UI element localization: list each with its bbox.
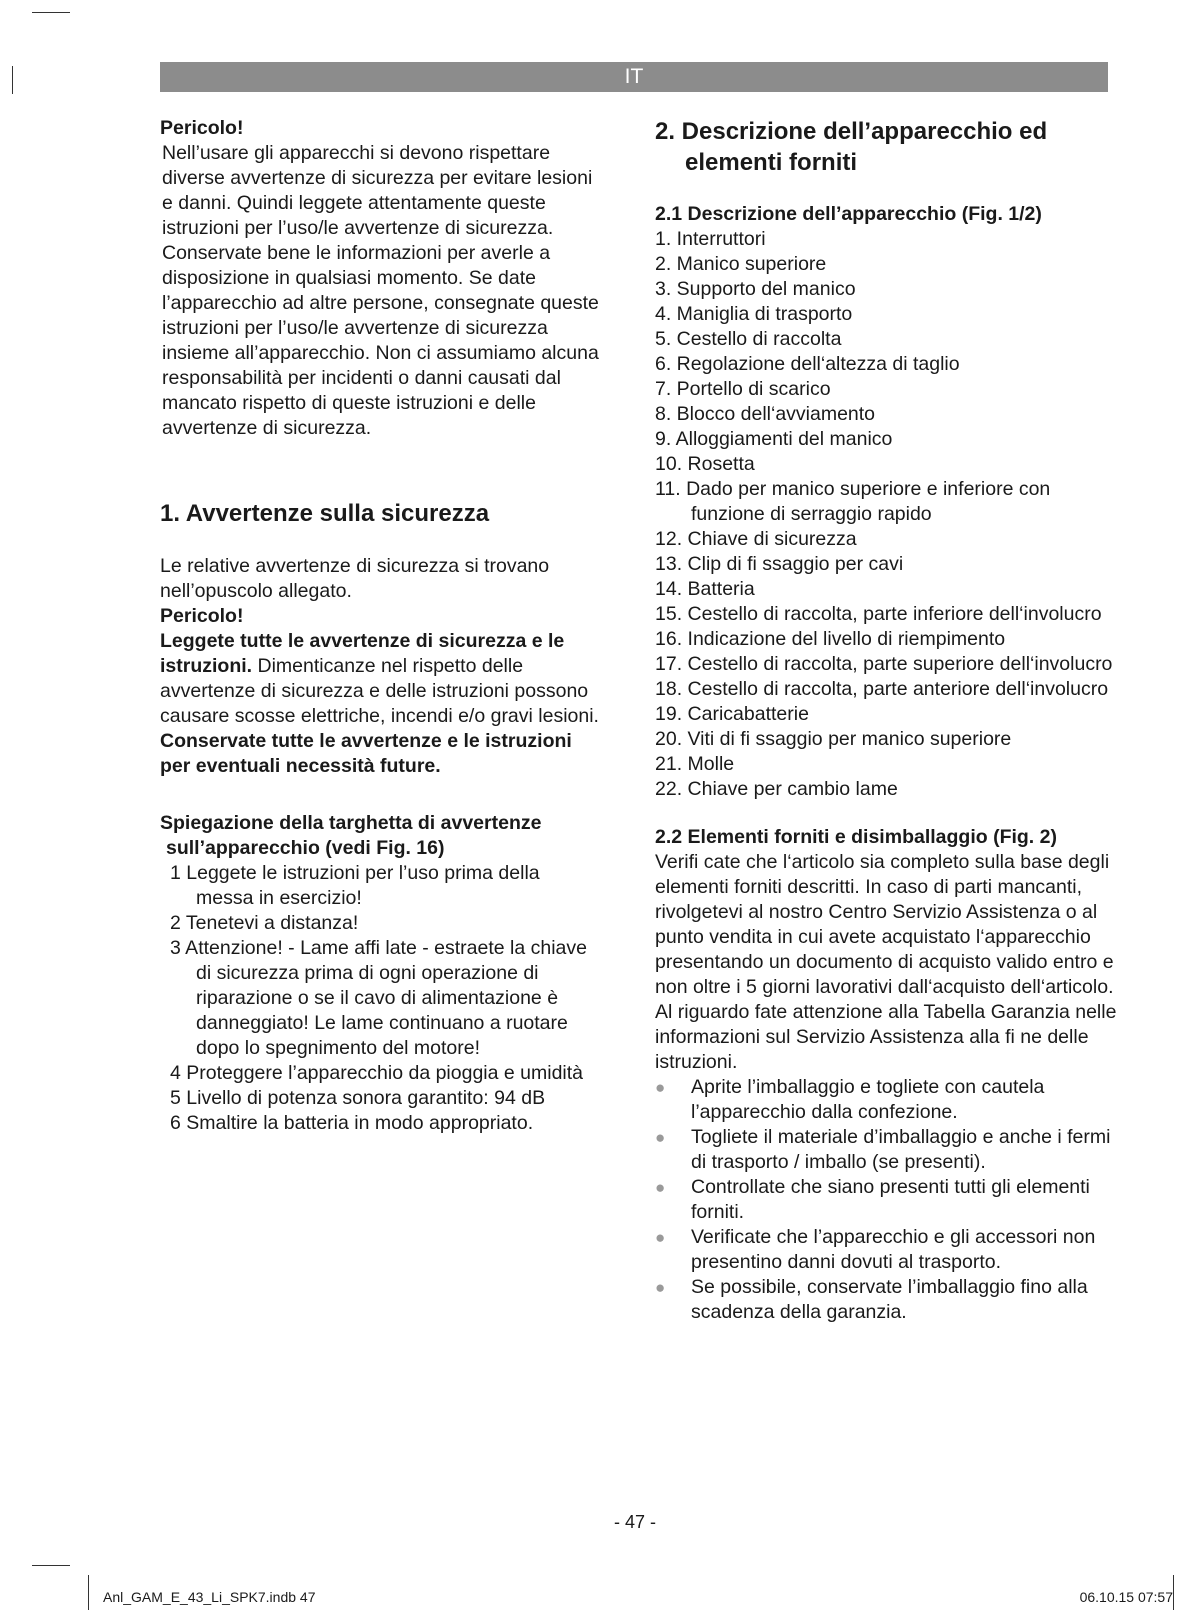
intro-danger-label: Pericolo! (160, 117, 244, 139)
list-item: 13. Clip di fi ssaggio per cavi (655, 553, 904, 575)
list-item: 5 Livello di potenza sonora garantito: 94 dB (170, 1087, 546, 1109)
list-item (655, 1225, 1117, 1275)
section-2-title: 2. Descrizione dell’apparecchio ed elementi forniti (655, 118, 1048, 176)
list-item: 14. Batteria (655, 578, 755, 600)
crop-mark (12, 66, 13, 94)
subsection-2-1-title: 2.1 Descrizione dell’apparecchio (Fig. 1/2) (655, 203, 1042, 225)
section-1-text: Le relative avvertenze di sicurezza si trovano nell’opuscolo allegato. (160, 555, 550, 602)
list-item: 21. Molle (655, 753, 735, 775)
list-item: 1 Leggete le istruzioni per l’uso prima della messa in esercizio! (170, 862, 540, 909)
bullet-text: Se possibile, conservate l’imballaggio fino alla scadenza della garanzia. (691, 1276, 1088, 1323)
footer-file-name: Anl_GAM_E_43_Li_SPK7.indb 47 (103, 1589, 316, 1605)
list-item (655, 1075, 1117, 1125)
language-code: IT (624, 65, 644, 88)
danger-keep-instructions: Conservate tutte le avvertenze e le istruzioni per eventuali necessità future. (160, 730, 572, 777)
list-item: 7. Portello di scarico (655, 378, 831, 400)
language-header-bar (160, 62, 1108, 92)
footer-timestamp: 06.10.15 07:57 (1079, 1589, 1173, 1605)
crop-mark (32, 1565, 70, 1566)
list-item: 5. Cestello di raccolta (655, 328, 842, 350)
bullet-icon: ● (655, 1278, 666, 1297)
list-item: 3 Attenzione! - Lame affi late - estraete la chiave di sicurezza prima di ogni operazione di riparazione o se il cavo di alimentazione è danneggiato! Le lame continuano a ruotare dopo lo spegnimento del motore! (170, 937, 587, 1059)
danger-bold-lead: Leggete tutte le avvertenze di sicurezza e le istruzioni. (160, 630, 565, 677)
list-item: 18. Cestello di raccolta, parte anteriore dell‘involucro (655, 678, 1109, 700)
list-item: 17. Cestello di raccolta, parte superiore dell‘involucro (655, 653, 1113, 675)
list-item: 1. Interruttori (655, 228, 766, 250)
crop-mark (1173, 1575, 1174, 1610)
list-item: 20. Viti di fi ssaggio per manico superiore (655, 728, 1012, 750)
list-item: 12. Chiave di sicurezza (655, 528, 857, 550)
list-item: 10. Rosetta (655, 453, 755, 475)
list-item: 8. Blocco dell‘avviamento (655, 403, 876, 425)
list-item: 3. Supporto del manico (655, 278, 856, 300)
danger-label: Pericolo! (160, 605, 244, 627)
list-item: 2 Tenetevi a distanza! (170, 912, 359, 934)
list-item: 9. Alloggiamenti del manico (655, 428, 893, 450)
list-item: 15. Cestello di raccolta, parte inferiore dell‘involucro (655, 603, 1102, 625)
list-item: 4 Proteggere l’apparecchio da pioggia e umidità (170, 1062, 584, 1084)
bullet-icon: ● (655, 1078, 666, 1097)
section-1-title: 1. Avvertenze sulla sicurezza (160, 500, 490, 527)
list-item: 4. Maniglia di trasporto (655, 303, 853, 325)
warning-plate-list (160, 861, 600, 1136)
list-item (655, 1125, 1117, 1175)
bullet-text: Aprite l’imballaggio e togliete con cautela l’apparecchio dalla confezione. (691, 1076, 1045, 1123)
subsection-2-2-title: 2.2 Elementi forniti e disimballaggio (Fig. 2) (655, 826, 1057, 848)
unpacking-bullet-list (655, 1075, 1117, 1325)
bullet-icon: ● (655, 1128, 666, 1147)
right-column (655, 116, 1117, 1325)
left-column (160, 116, 600, 1136)
subsection-2-2-text: Verifi cate che l‘articolo sia completo sulla base degli elementi forniti descritti. In caso di parti mancanti, rivolgetevi al nostro Centro Servizio Assistenza o al punto vendita in cui avete acquistato l‘apparecchio presentando un documento di acquisto valido entro e non oltre i 5 giorni lavorativi dall‘acquisto dell‘articolo. Al riguardo fate attenzione alla Tabella Garanzia nelle informazioni sul Servizio Assistenza alla fi ne delle istruzioni. (655, 851, 1117, 1073)
bullet-text: Togliete il materiale d’imballaggio e anche i fermi di trasporto / imballo (se presenti). (691, 1126, 1111, 1173)
list-item: 11. Dado per manico superiore e inferiore con funzione di serraggio rapido (655, 478, 1051, 525)
list-item (655, 1175, 1117, 1225)
bullet-text: Verificate che l’apparecchio e gli accessori non presentino danni dovuti al trasporto. (691, 1226, 1096, 1273)
parts-list (655, 227, 1117, 802)
bullet-text: Controllate che siano presenti tutti gli elementi forniti. (691, 1176, 1090, 1223)
list-item: 19. Caricabatterie (655, 703, 809, 725)
bullet-icon: ● (655, 1178, 666, 1197)
list-item (655, 1275, 1117, 1325)
danger-paragraph (160, 629, 600, 729)
list-item: 16. Indicazione del livello di riempimento (655, 628, 1006, 650)
list-item: 6 Smaltire la batteria in modo appropriato. (170, 1112, 534, 1134)
intro-paragraph: Nell’usare gli apparecchi si devono rispettare diverse avvertenze di sicurezza per evitare lesioni e danni. Quindi leggete attentamente queste istruzioni per l’uso/le avvertenze di sicurezza. Conservate bene le informazioni per averle a disposizione in qualsiasi momento. Se date l’apparecchio ad altre persone, consegnate queste istruzioni per l’uso/le avvertenze di sicurezza insieme all’apparecchio. Non ci assumiamo alcuna responsabilità per incidenti o danni causati dal mancato rispetto di queste istruzioni e delle avvertenze di sicurezza. (162, 142, 599, 439)
page-number: - 47 - (613, 1512, 656, 1532)
crop-mark (32, 12, 70, 13)
list-item: 22. Chiave per cambio lame (655, 778, 898, 800)
list-item: 6. Regolazione dell‘altezza di taglio (655, 353, 960, 375)
bullet-icon: ● (655, 1228, 666, 1247)
crop-mark (88, 1575, 89, 1610)
warning-plate-title: Spiegazione della targhetta di avvertenze sull’apparecchio (vedi Fig. 16) (160, 812, 542, 859)
danger-text: Dimenticanze nel rispetto delle avvertenze di sicurezza e delle istruzioni possono causare scosse elettriche, incendi e/o gravi lesioni. (160, 655, 599, 727)
list-item: 2. Manico superiore (655, 253, 827, 275)
